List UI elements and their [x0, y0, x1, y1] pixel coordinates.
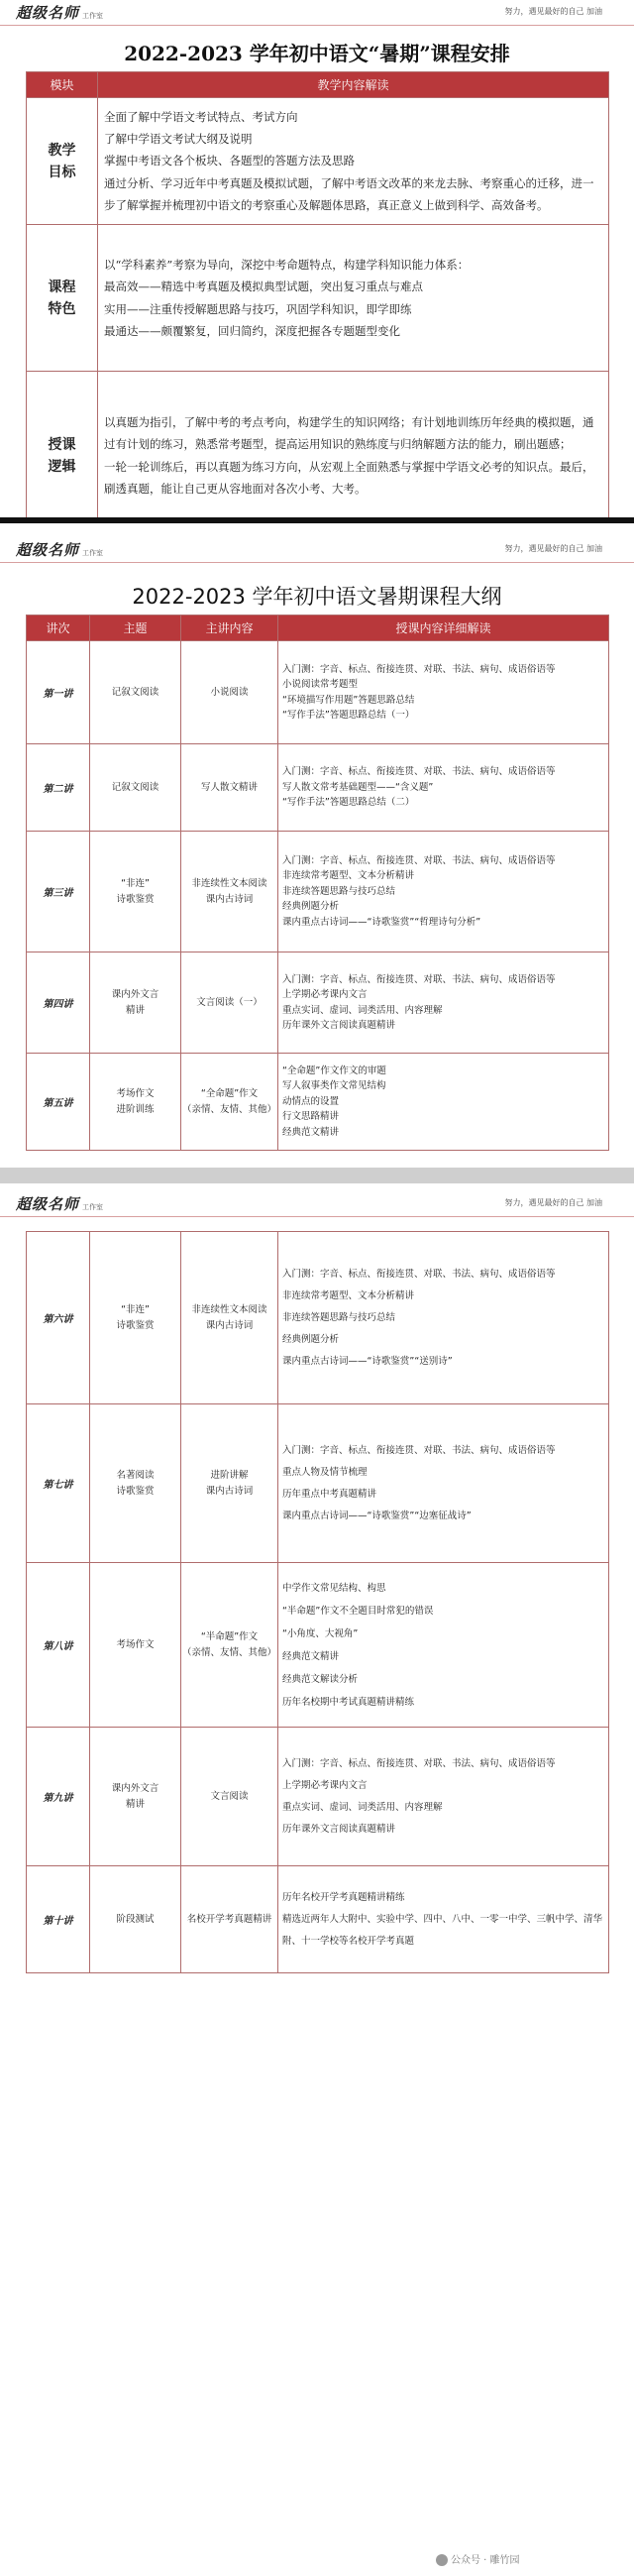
table-row — [27, 225, 609, 372]
lesson-detail: 入门测：字音、标点、衔接连贯、对联、书法、病句、成语俗语等 重点人物及情节梳理 历年重点中考真题精讲 课内重点古诗词——“诗歌鉴赏”“边塞征战诗” — [278, 1404, 609, 1563]
module-cell: 课程 特色 — [27, 225, 98, 372]
wechat-icon — [436, 2554, 448, 2566]
table-row — [27, 832, 609, 952]
table-row — [27, 1728, 609, 1866]
lesson-topic: 记叙文阅读 — [90, 744, 181, 832]
brand-logo: 超级名师 工作室 — [16, 1195, 104, 1213]
lesson-topic: 记叙文阅读 — [90, 641, 181, 744]
table-row — [27, 641, 609, 744]
brand-slogan: 努力，遇见最好的自己 加油 — [504, 1198, 602, 1207]
outline-title: 2022-2023 学年初中语文暑期课程大纲 — [132, 585, 502, 609]
lesson-main-content: 进阶讲解 课内古诗词 — [181, 1404, 278, 1563]
module-cell: 教学 目标 — [27, 98, 98, 225]
lesson-topic: 课内外文言 精讲 — [90, 952, 181, 1054]
lesson-main-content: 写人散文精讲 — [181, 744, 278, 832]
lesson-number: 第八讲 — [27, 1563, 90, 1728]
page-1 — [0, 0, 634, 517]
page-3 — [0, 1183, 634, 2576]
lesson-detail: 历年名校开学考真题精讲精练 精选近两年人大附中、实验中学、四中、八中、一零一中学、三帆中学、清华附、十一学校等名校开学考真题 — [278, 1866, 609, 1973]
brand-slogan: 努力，遇见最好的自己 加油 — [504, 544, 602, 553]
lesson-main-content: 非连续性文本阅读 课内古诗词 — [181, 1232, 278, 1404]
brand-header — [0, 1191, 634, 1217]
lesson-detail: 入门测：字音、标点、衔接连贯、对联、书法、病句、成语俗语等 非连续常考题型、文本分析精讲 非连续答题思路与技巧总结 经典例题分析 课内重点古诗词——“诗歌鉴赏”“送别诗” — [278, 1232, 609, 1404]
header-content: 教学内容解读 — [98, 72, 609, 98]
page-divider — [0, 1168, 634, 1183]
brand-logo: 超级名师 工作室 — [16, 541, 104, 559]
lesson-number: 第七讲 — [27, 1404, 90, 1563]
lesson-number: 第六讲 — [27, 1232, 90, 1404]
header-detail: 授课内容详细解读 — [278, 616, 609, 641]
course-arrangement-table — [26, 71, 609, 540]
lesson-detail: 入门测：字音、标点、衔接连贯、对联、书法、病句、成语俗语等 小说阅读常考题型 “环境描写作用题”答题思路总结 “写作手法”答题思路总结（一） — [278, 641, 609, 744]
table-row — [27, 1404, 609, 1563]
lesson-topic: “非连” 诗歌鉴赏 — [90, 1232, 181, 1404]
content-cell: 全面了解中学语文考试特点、考试方向 了解中学语文考试大纲及说明 掌握中考语文各个板块、各题型的答题方法及思路 通过分析、学习近年中考真题及模拟试题，了解中考语文改革的来龙去脉、考察重心的迁移，进一步了解掌握并梳理初中语文的考察重心及解题体思路，真正意义上做到科学、高效备考。 — [98, 98, 609, 225]
lesson-topic: 课内外文言 精讲 — [90, 1728, 181, 1866]
content-cell: 以真题为指引，了解中考的考点考向，构建学生的知识网络；有计划地训练历年经典的模拟题，通过有计划的练习，熟悉常考题型，提高运用知识的熟练度与归纳解题方法的能力，刷出题感； 一轮一轮训练后，再以真题为练习方向，从宏观上全面熟悉与掌握中学语文必考的知识点。最后，刷透真题，能让自己更从容地面对各次小考、大考。 — [98, 372, 609, 540]
lesson-topic: “非连” 诗歌鉴赏 — [90, 832, 181, 952]
lesson-number: 第四讲 — [27, 952, 90, 1054]
course-outline-table-continued — [26, 1231, 609, 1973]
header-module: 模块 — [27, 72, 98, 98]
table-header-row — [27, 616, 609, 641]
brand-header — [0, 0, 634, 26]
content-cell: 以“学科素养”考察为导向，深挖中考命题特点，构建学科知识能力体系： 最高效——精选中考真题及模拟典型试题，突出复习重点与难点 实用——注重传授解题思路与技巧，巩固学科知识，即学即练 最通达——颇覆繁复，回归简约，深度把握各专题题型变化 — [98, 225, 609, 372]
lesson-number: 第二讲 — [27, 744, 90, 832]
course-outline-table — [26, 615, 609, 1151]
lesson-detail: 入门测：字音、标点、衔接连贯、对联、书法、病句、成语俗语等 上学期必考课内文言 重点实词、虚词、词类活用、内容理解 历年课外文言阅读真题精讲 — [278, 1728, 609, 1866]
table-row — [27, 1232, 609, 1404]
page-title: 2022-2023 学年初中语文“暑期”课程安排 — [124, 42, 510, 65]
table-row — [27, 98, 609, 225]
lesson-main-content: 非连续性文本阅读 课内古诗词 — [181, 832, 278, 952]
brand-slogan: 努力，遇见最好的自己 加油 — [504, 7, 602, 16]
lesson-main-content: 名校开学考真题精讲 — [181, 1866, 278, 1973]
lesson-topic: 考场作文 进阶训练 — [90, 1054, 181, 1151]
lesson-detail: 入门测：字音、标点、衔接连贯、对联、书法、病句、成语俗语等 非连续常考题型、文本分析精讲 非连续答题思路与技巧总结 经典例题分析 课内重点古诗词——“诗歌鉴赏”“哲理诗句分析” — [278, 832, 609, 952]
lesson-main-content: 文言阅读 — [181, 1728, 278, 1866]
lesson-number: 第五讲 — [27, 1054, 90, 1151]
header-main-content: 主讲内容 — [181, 616, 278, 641]
lesson-number: 第十讲 — [27, 1866, 90, 1973]
table-row — [27, 1054, 609, 1151]
table-row — [27, 1563, 609, 1728]
lesson-topic: 考场作文 — [90, 1563, 181, 1728]
lesson-number: 第九讲 — [27, 1728, 90, 1866]
lesson-main-content: 小说阅读 — [181, 641, 278, 744]
lesson-number: 第三讲 — [27, 832, 90, 952]
header-topic: 主题 — [90, 616, 181, 641]
lesson-detail: 入门测：字音、标点、衔接连贯、对联、书法、病句、成语俗语等 写人散文常考基础题型——“含义题” “写作手法”答题思路总结（二） — [278, 744, 609, 832]
table-row — [27, 952, 609, 1054]
lesson-detail: 中学作文常见结构、构思 “半命题”作文不全题目时常犯的错误 “小角度、大视角” 经典范文精讲 经典范文解读分析 历年名校期中考试真题精讲精练 — [278, 1563, 609, 1728]
table-row — [27, 744, 609, 832]
wechat-watermark: 公众号 · 雕竹园 — [436, 2551, 520, 2566]
table-row — [27, 372, 609, 540]
lesson-topic: 阶段测试 — [90, 1866, 181, 1973]
lesson-topic: 名著阅读 诗歌鉴赏 — [90, 1404, 181, 1563]
module-cell: 授课 逻辑 — [27, 372, 98, 540]
table-header-row — [27, 72, 609, 98]
lesson-detail: 入门测：字音、标点、衔接连贯、对联、书法、病句、成语俗语等 上学期必考课内文言 重点实词、虚词、词类活用、内容理解 历年课外文言阅读真题精讲 — [278, 952, 609, 1054]
lesson-number: 第一讲 — [27, 641, 90, 744]
brand-header — [0, 537, 634, 563]
brand-logo: 超级名师 工作室 — [16, 4, 104, 22]
page-2 — [0, 523, 634, 1168]
lesson-detail: “全命题”作文作文的审题 写人叙事类作文常见结构 动情点的设置 行文思路精讲 经典范文精讲 — [278, 1054, 609, 1151]
lesson-main-content: “全命题”作文 （亲情、友情、其他） — [181, 1054, 278, 1151]
lesson-main-content: 文言阅读（一） — [181, 952, 278, 1054]
table-row — [27, 1866, 609, 1973]
header-lesson: 讲次 — [27, 616, 90, 641]
lesson-main-content: “半命题”作文 （亲情、友情、其他） — [181, 1563, 278, 1728]
